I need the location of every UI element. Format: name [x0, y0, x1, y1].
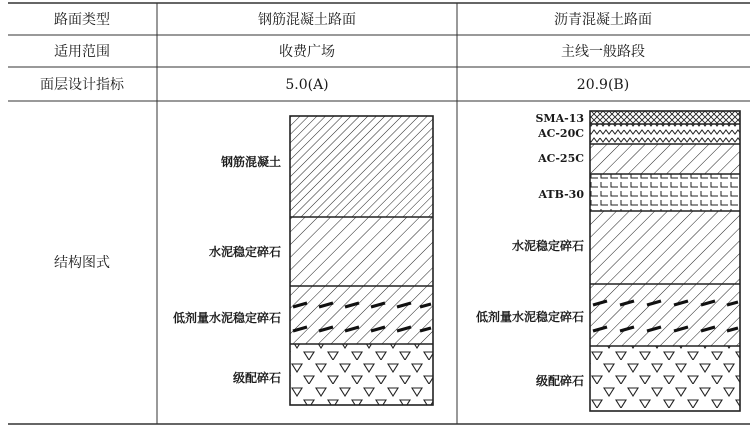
row-design-index-asphalt: 20.9(B): [576, 77, 630, 93]
concrete-structure-diagram: [173, 116, 433, 405]
label-reinforced-concrete: 钢筋混凝土: [220, 155, 281, 169]
layer-reinforced-concrete: [290, 116, 433, 217]
label-cement-stabilized-gravel: 水泥稳定碎石: [208, 245, 281, 259]
layer-sma-13: [590, 111, 740, 124]
row-label-design-index: 面层设计指标: [40, 77, 124, 93]
layer-ac-25c: [590, 144, 740, 174]
label-graded-gravel: 级配碎石: [232, 371, 281, 385]
label-graded-gravel-r: 级配碎石: [535, 374, 584, 388]
header-reinforced-concrete: 钢筋混凝土路面: [258, 12, 356, 28]
header-asphalt-concrete: 沥青混凝土路面: [554, 12, 652, 28]
asphalt-structure-diagram: [476, 111, 740, 411]
label-low-dose-cement-gravel-r: 低剂量水泥稳定碎石: [475, 310, 584, 324]
row-application-concrete: 收费广场: [279, 44, 335, 60]
label-ac-25c: AC-25C: [538, 152, 584, 165]
layer-graded-gravel: [290, 344, 433, 405]
layer-cement-stabilized-gravel: [290, 217, 433, 286]
row-application-asphalt: 主线一般路段: [561, 44, 645, 60]
label-low-dose-cement-gravel: 低剂量水泥稳定碎石: [172, 311, 281, 325]
layer-atb-30: [590, 174, 740, 211]
layer-low-dose-cement-gravel-r: [590, 284, 740, 346]
layer-cement-stabilized-gravel-r: [590, 211, 740, 284]
label-atb-30: ATB-30: [538, 188, 584, 201]
row-label-application: 适用范围: [54, 44, 110, 60]
label-cement-stabilized-gravel-r: 水泥稳定碎石: [511, 239, 584, 253]
label-sma-13: SMA-13: [535, 112, 584, 125]
layer-ac-20c: [590, 124, 740, 144]
layer-low-dose-cement-gravel: [290, 286, 433, 344]
layer-graded-gravel-r: [590, 346, 740, 411]
row-design-index-concrete: 5.0(A): [285, 77, 329, 93]
header-road-type: 路面类型: [54, 12, 110, 28]
label-ac-20c: AC-20C: [538, 127, 584, 140]
row-label-structure-diagram: 结构图式: [54, 255, 110, 271]
